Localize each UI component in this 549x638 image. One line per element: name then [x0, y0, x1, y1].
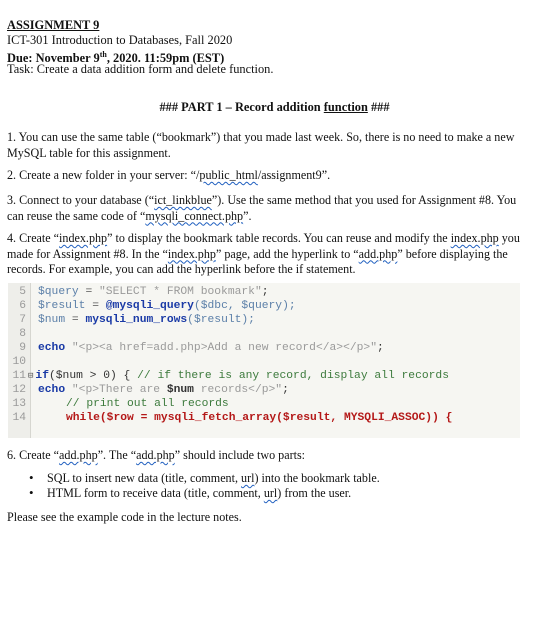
step-4-text-d: ” page, add the hyperlink to “: [215, 246, 359, 261]
code-token: mysqli_num_rows: [85, 314, 188, 326]
code-line-9: [8, 341, 384, 355]
step-4-text-c: you made for Assignment #8. In the “: [7, 231, 520, 261]
line-number: 6: [19, 300, 26, 312]
code-token: $num: [166, 384, 194, 396]
step-3-text-c: ”.: [243, 208, 252, 223]
bullet-2-text-a: HTML form to receive data (title, comment,: [47, 486, 264, 500]
code-token: if: [35, 370, 49, 382]
code-comment: // print out all records: [66, 398, 229, 410]
code-line-7: [8, 313, 255, 327]
bullet-2-url: url: [263, 486, 278, 500]
code-token: echo: [38, 342, 66, 354]
code-line-14: [8, 411, 452, 425]
code-token: $query: [38, 286, 79, 298]
code-token: ($result);: [187, 314, 255, 326]
step-6-text-a: 6. Create “: [7, 448, 60, 462]
code-token: ($dbc, $query);: [193, 300, 296, 312]
step-4: [7, 231, 535, 278]
code-line-6: [8, 299, 296, 313]
bullet-item-2: [47, 486, 351, 501]
part1-heading-link: function: [323, 100, 368, 114]
bullet-marker-2: •: [29, 485, 34, 500]
bullet-2-text-b: ) from the user.: [277, 486, 352, 500]
step-2: [7, 168, 535, 184]
step-6-file-2: add.php: [136, 448, 175, 462]
code-line-11: [8, 369, 449, 383]
bullet-marker-1: •: [29, 470, 34, 485]
code-line-13: [8, 397, 229, 411]
step-4-file-1: index.php: [59, 231, 108, 245]
bullet-1-url: url: [241, 471, 255, 485]
step-3-text-b: ”). Use the same method that you used for Assignment #8. You can reuse the same code of “: [7, 193, 517, 223]
line-number: 11: [12, 370, 26, 382]
step-4-text-e: ” before displaying the records. For example, you can add the hyperlink before the if statement.: [7, 246, 508, 276]
code-line-8: [8, 327, 38, 341]
code-snippet: [8, 283, 520, 438]
bullet-1-text-a: SQL to insert new data (title, comment,: [47, 471, 242, 485]
code-token: =: [65, 314, 86, 326]
step-2-text-b: /assignment9”.: [257, 168, 331, 182]
part1-heading-prefix: ### PART 1 – Record addition: [159, 100, 324, 114]
step-6: [7, 448, 535, 464]
code-token: ;: [261, 286, 269, 298]
assignment-title-text: ASSIGNMENT 9: [7, 18, 100, 32]
bullet-1-text-b: ) into the bookmark table.: [254, 471, 380, 485]
footer-note: Please see the example code in the lecture notes.: [7, 510, 242, 524]
step-2-text-a: 2. Create a new folder in your server: “/: [7, 168, 200, 182]
step-6-text-b: ”. The “: [97, 448, 137, 462]
step-3-dbname: ict_linkblue: [154, 193, 212, 207]
course-line: ICT-301 Introduction to Databases, Fall 2020: [7, 33, 233, 47]
step-3-text-a: 3. Connect to your database (“: [7, 193, 155, 207]
part1-heading: [0, 100, 549, 115]
code-line-10: [8, 355, 38, 369]
code-token: "<p><a href=add.php>Add a new record</a></p>": [65, 342, 377, 354]
step-2-folder: public_html: [199, 168, 258, 182]
step-6-text-c: ” should include two parts:: [174, 448, 306, 462]
line-number: 9: [19, 342, 26, 354]
step-1: 1. You can use the same table (“bookmark”) that you made last week. So, there is no need to make a new MySQL table for this assignment.: [7, 130, 515, 160]
code-token: @mysqli_query: [105, 300, 194, 312]
code-token: ($num > 0) {: [48, 370, 138, 382]
code-line-5: [8, 285, 269, 299]
step-4-text-b: ” to display the bookmark table records. You can reuse and modify the: [107, 231, 451, 245]
code-comment: // if there is any record, display all records: [137, 370, 449, 382]
code-token: echo: [38, 384, 66, 396]
code-line-12: [8, 383, 289, 397]
code-token: "<p>There are: [65, 384, 167, 396]
line-number: 13: [12, 398, 26, 410]
code-token: "SELECT * FROM bookmark": [99, 286, 262, 298]
step-3-filename: mysqli_connect.php: [145, 208, 244, 223]
step-4-text-a: 4. Create “: [7, 231, 60, 245]
line-number: 14: [12, 412, 26, 424]
code-token: =: [85, 300, 106, 312]
line-number: 12: [12, 384, 26, 396]
line-number: 5: [19, 286, 26, 298]
part1-heading-suffix: ###: [367, 100, 390, 114]
task-line: Task: Create a data addition form and delete function.: [7, 62, 274, 76]
step-4-file-3: index.php: [167, 246, 216, 261]
code-token: $result: [38, 300, 86, 312]
line-number: 8: [19, 328, 26, 340]
line-number: 7: [19, 314, 26, 326]
fold-icon[interactable]: ⊟: [28, 371, 34, 381]
code-token: ;: [376, 342, 384, 354]
assignment-title: [7, 18, 99, 33]
step-4-file-2: index.php: [450, 231, 499, 245]
step-3: [7, 193, 535, 224]
code-token: =: [78, 286, 100, 298]
due-text: Due: November 9th, 2020. 11:59pm (EST): [7, 50, 225, 66]
step-4-file-4: add.php: [358, 246, 398, 261]
code-token: while($row = mysqli_fetch_array($result, MYSQLI_ASSOC)) {: [66, 412, 453, 424]
step-6-file-1: add.php: [59, 448, 98, 462]
bullet-item-1: [47, 471, 380, 486]
line-number: 10: [12, 356, 26, 368]
code-token: $num: [38, 314, 66, 326]
code-token: records</p>": [193, 384, 283, 396]
code-token: ;: [282, 384, 289, 396]
